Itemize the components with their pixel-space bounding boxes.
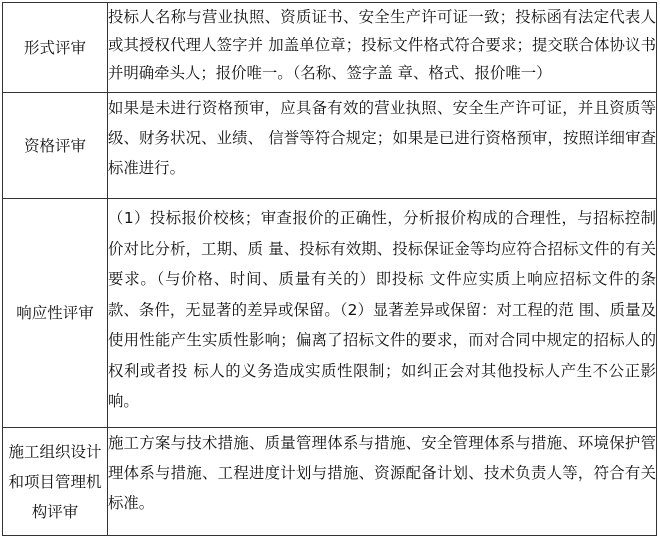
- table-row: [3, 199, 657, 428]
- table-row: [3, 93, 657, 199]
- row-content-responsiveness-review: （1）投标报价校核；审查报价的正确性，分析报价构成的合理性，与招标控制价对比分析，工期、质 量、投标有效期、投标保证金等均应符合招标文件的有关要求。（与价格、时间、质量有关的）即投标 文件应实质上响应招标文件的条款、条件，无显著的差异或保留。（2）显著差异或保留：对工程的范 围、质量及使用性能产生实质性影响；偏离了招标文件的要求，而对合同中规定的招标人的权利或者投 标人的义务造成实质性限制；如纠正会对其他投标人产生不公正影响。: [108, 199, 657, 428]
- table-row: [3, 428, 657, 536]
- review-criteria-table: [2, 2, 657, 536]
- row-label-responsiveness-review: 响应性评审: [3, 199, 108, 428]
- row-label-formal-review: 形式评审: [3, 3, 108, 93]
- row-content-qualification-review: 如果是未进行资格预审，应具备有效的营业执照、安全生产许可证，并且资质等级、财务状况、业绩、 信誉等符合规定；如果是已进行资格预审，按照详细审查标准进行。: [108, 93, 657, 199]
- row-content-construction-org-review: 施工方案与技术措施、质量管理体系与措施、安全管理体系与措施、环境保护管理体系与措施、工程进度计划与措施、资源配备计划、技术负责人等，符合有关标准。: [108, 428, 657, 536]
- row-content-formal-review: 投标人名称与营业执照、资质证书、安全生产许可证一致；投标函有法定代表人或其授权代理人签字并 加盖单位章；投标文件格式符合要求；提交联合体协议书并明确牵头人；报价唯一。（名称、签字盖 章、格式、报价唯一）: [108, 3, 657, 93]
- table-row: [3, 3, 657, 93]
- row-label-construction-org-review: 施工组织设计和项目管理机构评审: [3, 428, 108, 536]
- row-label-qualification-review: 资格评审: [3, 93, 108, 199]
